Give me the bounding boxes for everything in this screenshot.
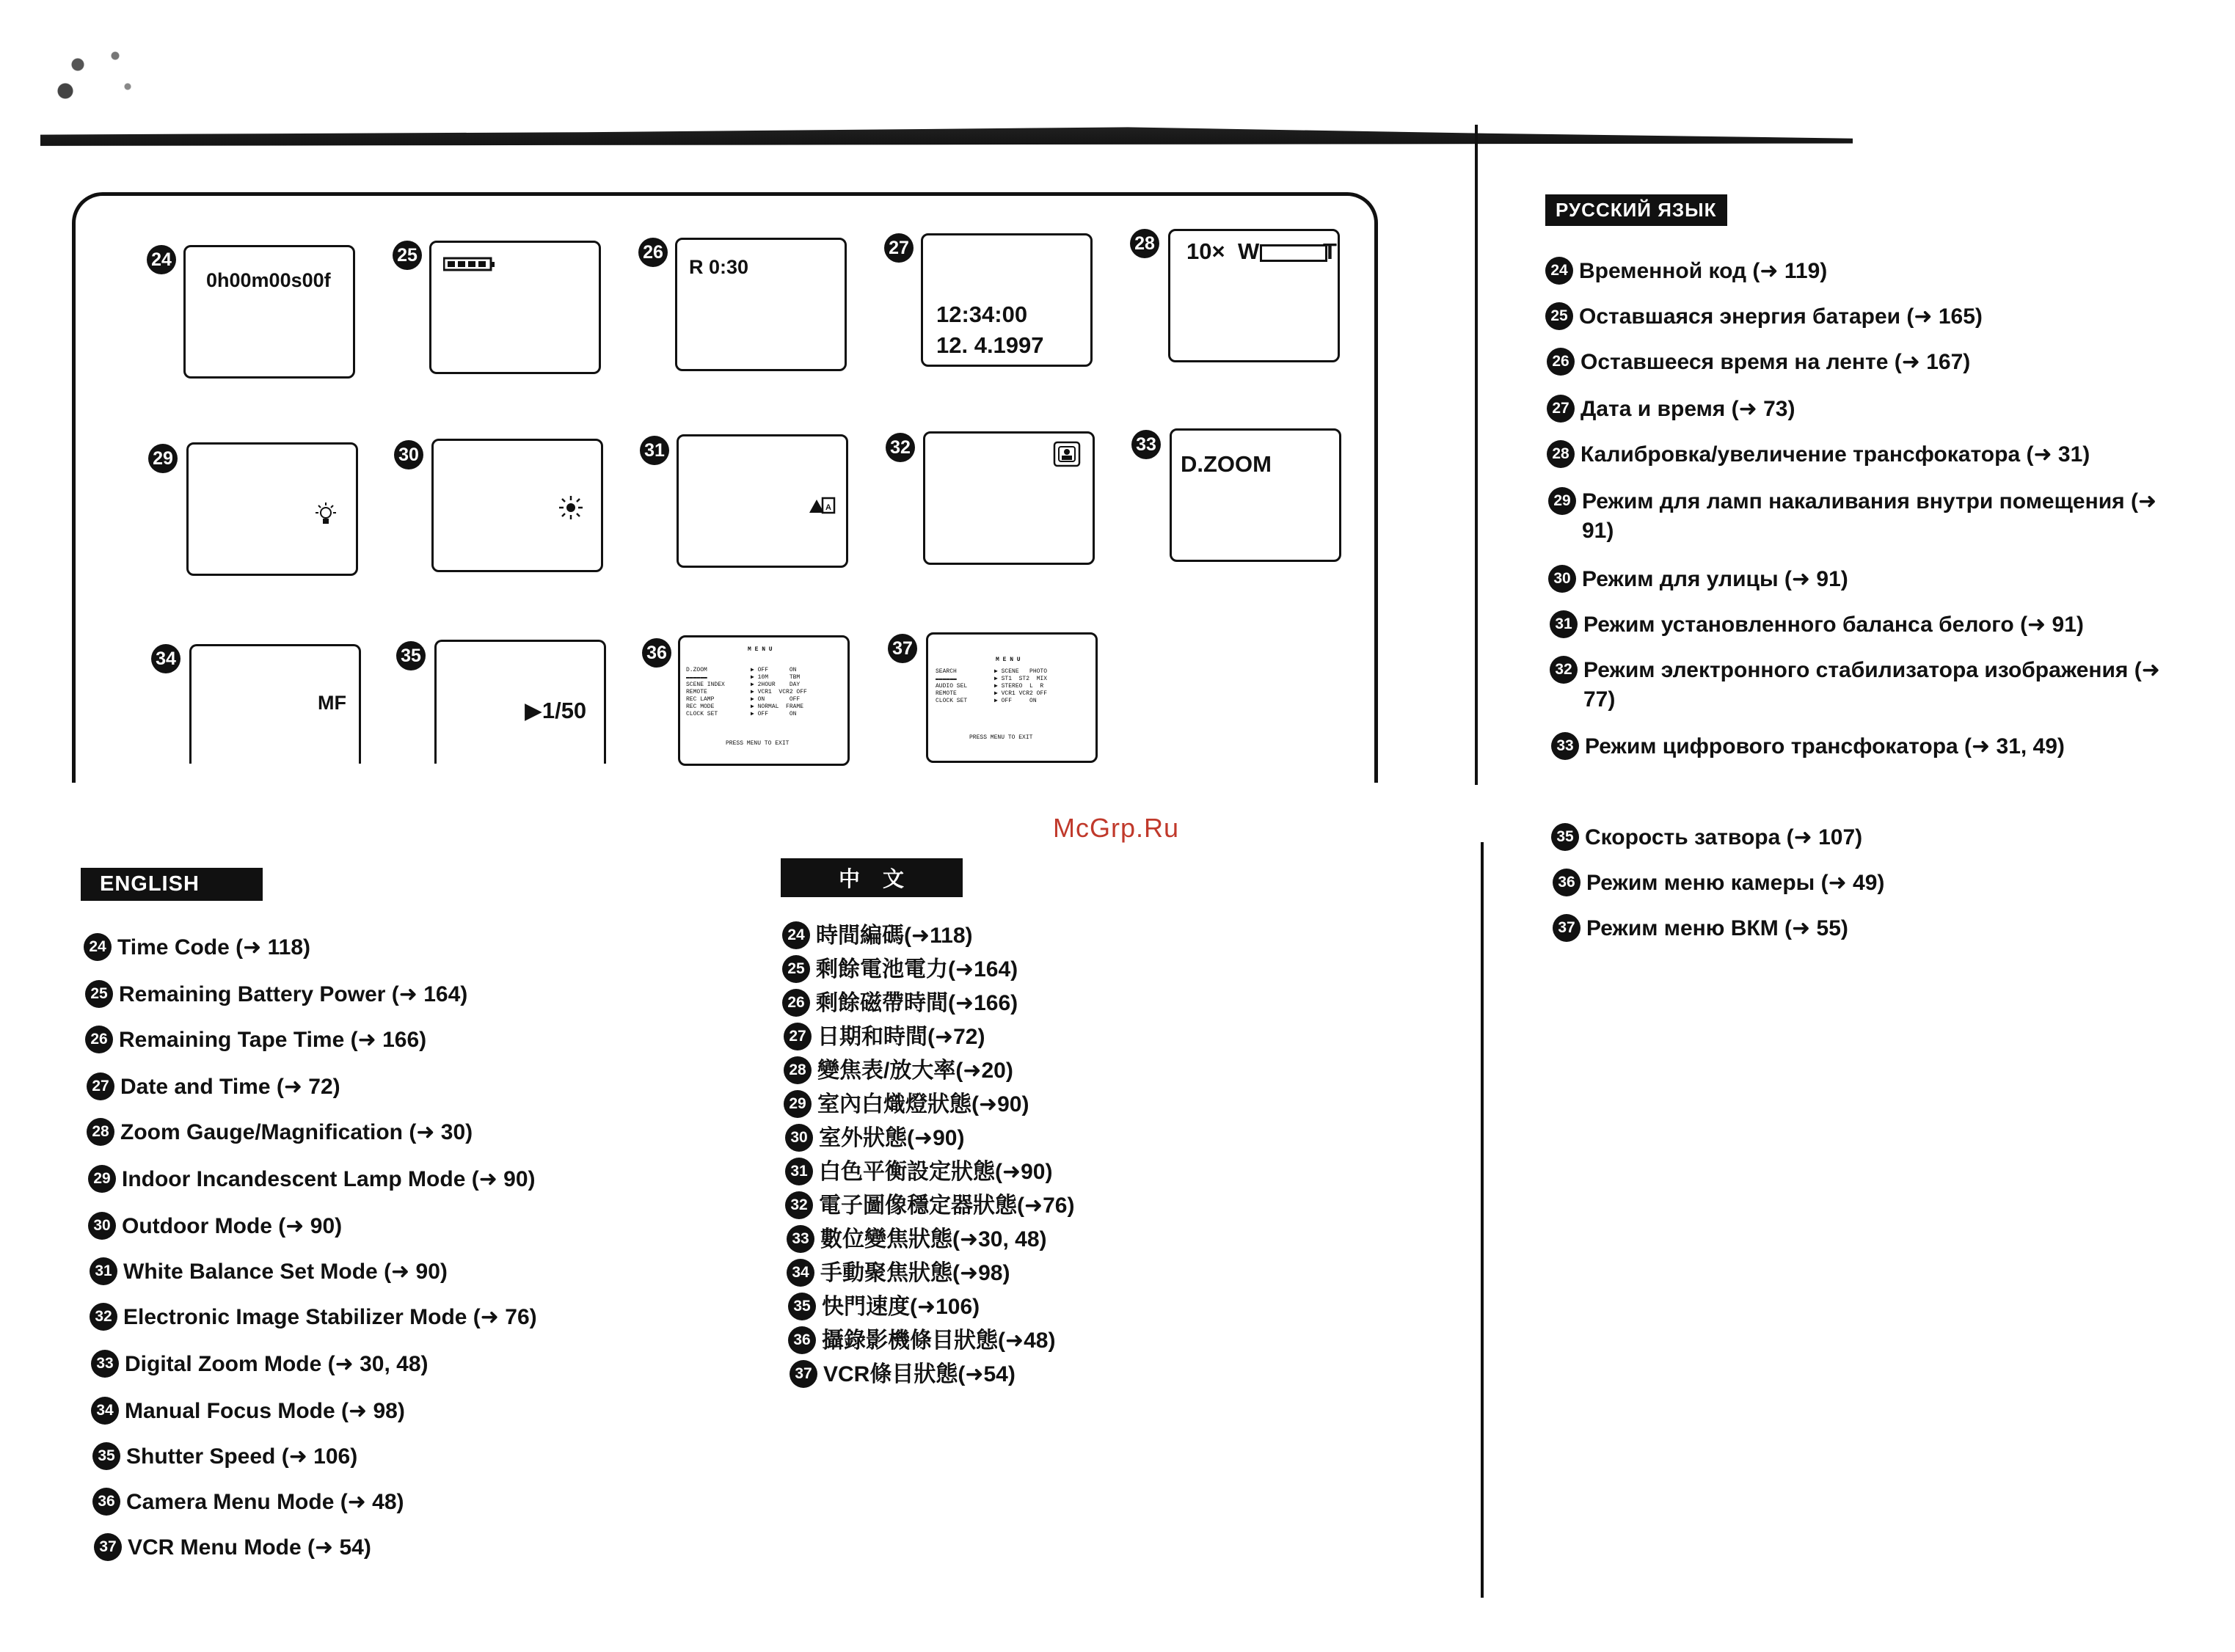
legend-text: Camera Menu Mode (➜ 48) xyxy=(126,1490,404,1514)
legend-number: 27 xyxy=(87,1072,114,1100)
russian-legend-item xyxy=(1548,565,2169,594)
camera-menu-title: M E N U xyxy=(748,646,773,653)
legend-number: 24 xyxy=(84,933,112,961)
legend-number: 28 xyxy=(1547,440,1575,468)
english-legend-item xyxy=(85,1026,426,1055)
callout-37: 37 xyxy=(888,634,917,663)
legend-number: 25 xyxy=(1545,302,1573,330)
vcr-menu-items: SEARCH ▬▬▬▬▬▬ AUDIO SEL REMOTE CLOCK SET xyxy=(936,668,968,704)
legend-number: 30 xyxy=(88,1212,116,1240)
russian-legend-item xyxy=(1553,869,2173,898)
legend-text: 室內白熾燈狀態(➜90) xyxy=(817,1092,1029,1116)
legend-text: Режим цифрового трансфокатора (➜ 31, 49) xyxy=(1585,734,2065,759)
english-legend-item xyxy=(90,1303,537,1332)
russian-legend-item xyxy=(1553,914,2173,943)
legend-text: Временной код (➜ 119) xyxy=(1579,259,1828,283)
english-legend-item xyxy=(91,1397,405,1426)
legend-number: 25 xyxy=(85,980,113,1008)
legend-text: Outdoor Mode (➜ 90) xyxy=(122,1214,343,1238)
callout-28: 28 xyxy=(1130,229,1159,258)
chinese-legend-item xyxy=(782,955,1018,984)
digital-zoom-label: D.ZOOM xyxy=(1181,451,1272,477)
english-legend-item xyxy=(92,1442,357,1472)
time-code-value: 0h00m00s00f xyxy=(206,269,331,291)
legend-text: 白色平衡設定狀態(➜90) xyxy=(819,1160,1053,1184)
legend-text: Оставшееся время на ленте (➜ 167) xyxy=(1580,350,1971,374)
legend-number: 36 xyxy=(1553,869,1580,896)
legend-number: 37 xyxy=(94,1533,122,1561)
screen-stabilizer xyxy=(923,431,1095,565)
chinese-legend-item xyxy=(785,1191,1075,1221)
legend-text: Режим для улицы (➜ 91) xyxy=(1582,567,1848,591)
screen-date-time xyxy=(921,233,1093,367)
legend-number: 33 xyxy=(1551,732,1579,760)
screen-manual-focus xyxy=(189,644,361,764)
english-legend-item xyxy=(85,980,467,1009)
legend-text: Remaining Tape Time (➜ 166) xyxy=(119,1028,427,1052)
russian-header: РУССКИЙ ЯЗЫК xyxy=(1545,194,1727,226)
legend-number: 26 xyxy=(1547,348,1575,376)
camera-menu-values: ▶ OFF ON ▶ 10M TBM ▶ 2HOUR DAY ▶ VCR1 VCR2 OFF ▶ ON OFF ▶ NORMAL FRAME ▶ OFF ON xyxy=(751,667,807,717)
watermark: McGrp.Ru xyxy=(1053,813,1180,843)
legend-text: 數位變焦狀態(➜30, 48) xyxy=(820,1227,1047,1251)
legend-number: 34 xyxy=(91,1397,119,1425)
legend-number: 36 xyxy=(788,1326,816,1354)
chinese-legend-item xyxy=(782,921,973,951)
time-value: 12:34:00 xyxy=(936,301,1028,327)
legend-number: 34 xyxy=(787,1259,814,1287)
callout-32: 32 xyxy=(886,433,915,462)
manual-focus-label: MF xyxy=(318,692,346,714)
chinese-legend-item xyxy=(785,1158,1053,1187)
incandescent-lamp-icon xyxy=(313,502,338,527)
legend-number: 31 xyxy=(90,1257,117,1285)
russian-legend-item xyxy=(1551,732,2172,761)
screen-tape-time xyxy=(675,238,847,371)
legend-number: 30 xyxy=(785,1124,813,1152)
screen-white-balance xyxy=(677,434,848,568)
legend-text: Electronic Image Stabilizer Mode (➜ 76) xyxy=(123,1305,537,1329)
russian-legend-item xyxy=(1547,395,2167,424)
legend-text: Режим установленного баланса белого (➜ 91) xyxy=(1583,613,2084,637)
screen-incandescent xyxy=(186,442,358,576)
legend-text: Режим меню камеры (➜ 49) xyxy=(1586,871,1885,895)
english-legend-item xyxy=(91,1350,429,1379)
camera-menu-footer: PRESS MENU TO EXIT xyxy=(726,740,790,747)
legend-text: 變焦表/放大率(➜20) xyxy=(817,1059,1013,1083)
english-legend-item xyxy=(94,1533,371,1563)
legend-number: 35 xyxy=(92,1442,120,1470)
legend-number: 27 xyxy=(784,1023,812,1050)
english-legend-item xyxy=(84,933,310,962)
legend-text: Режим меню ВКМ (➜ 55) xyxy=(1586,916,1848,940)
screen-zoom-gauge xyxy=(1168,229,1340,362)
zoom-tele-label: T xyxy=(1323,238,1337,264)
callout-31: 31 xyxy=(640,436,669,465)
russian-legend-item xyxy=(1547,440,2167,469)
chinese-legend-item xyxy=(784,1023,985,1052)
legend-text: 電子圖像穩定器狀態(➜76) xyxy=(819,1194,1075,1218)
legend-text: 時間編碼(➜118) xyxy=(816,924,973,948)
chinese-legend-item xyxy=(785,1124,965,1153)
legend-number: 37 xyxy=(1553,914,1580,942)
russian-legend-item xyxy=(1551,823,2172,852)
screen-camera-menu xyxy=(678,635,850,766)
chinese-legend-item xyxy=(787,1259,1010,1288)
zoom-magnification: 10× xyxy=(1186,238,1225,264)
date-value: 12. 4.1997 xyxy=(936,332,1044,358)
legend-text: 攝錄影機條目狀態(➜48) xyxy=(822,1328,1056,1353)
russian-legend-item xyxy=(1550,656,2170,714)
russian-legend-item xyxy=(1550,610,2170,640)
callout-27: 27 xyxy=(884,233,914,263)
legend-text: Скорость затвора (➜ 107) xyxy=(1585,825,1863,849)
legend-number: 26 xyxy=(782,989,810,1017)
legend-text: Дата и время (➜ 73) xyxy=(1580,397,1795,421)
legend-number: 30 xyxy=(1548,565,1576,593)
screen-outdoor xyxy=(431,439,603,572)
chinese-legend-item xyxy=(788,1293,980,1322)
legend-text: Date and Time (➜ 72) xyxy=(120,1075,340,1099)
legend-number: 26 xyxy=(85,1026,113,1053)
vcr-menu-values: ▶ SCENE PHOTO ▶ ST1 ST2 MIX ▶ STEREO L R ▶ VCR1 VCR2 OFF ▶ OFF ON xyxy=(994,668,1048,704)
legend-number: 31 xyxy=(1550,610,1578,638)
legend-text: VCR條目狀態(➜54) xyxy=(823,1362,1016,1386)
legend-text: Режим электронного стабилизатора изображения (➜ 77) xyxy=(1583,658,2160,712)
screen-time-code xyxy=(183,245,355,379)
chinese-legend-item xyxy=(784,1090,1029,1119)
chinese-legend-item xyxy=(784,1056,1013,1086)
callout-33: 33 xyxy=(1131,430,1161,459)
legend-number: 36 xyxy=(92,1488,120,1516)
legend-text: Remaining Battery Power (➜ 164) xyxy=(119,982,468,1006)
callout-24: 24 xyxy=(147,245,176,274)
legend-number: 35 xyxy=(788,1293,816,1320)
english-legend-item xyxy=(88,1212,342,1241)
scan-noise xyxy=(40,29,165,117)
column-divider-upper xyxy=(1475,125,1478,785)
russian-legend-item xyxy=(1545,257,2166,286)
chinese-legend-item xyxy=(787,1225,1047,1254)
legend-number: 24 xyxy=(782,921,810,949)
zoom-wide-label: W xyxy=(1238,238,1260,264)
legend-number: 28 xyxy=(87,1118,114,1146)
legend-text: Zoom Gauge/Magnification (➜ 30) xyxy=(120,1120,473,1144)
screen-shutter-speed xyxy=(434,640,606,764)
english-legend-item xyxy=(87,1118,473,1147)
svg-text:A: A xyxy=(825,503,831,512)
chinese-legend-item xyxy=(790,1360,1016,1389)
callout-30: 30 xyxy=(394,440,423,469)
legend-number: 27 xyxy=(1547,395,1575,423)
sun-icon xyxy=(558,495,583,520)
chinese-header: 中 文 xyxy=(781,858,963,897)
legend-text: Indoor Incandescent Lamp Mode (➜ 90) xyxy=(122,1167,536,1191)
shutter-speed-value: ▶1/50 xyxy=(525,698,587,723)
legend-number: 37 xyxy=(790,1360,817,1388)
legend-text: VCR Menu Mode (➜ 54) xyxy=(128,1535,371,1560)
legend-text: 剩餘電池電力(➜164) xyxy=(816,957,1018,982)
legend-number: 32 xyxy=(785,1191,813,1219)
callout-25: 25 xyxy=(393,241,422,270)
legend-text: Shutter Speed (➜ 106) xyxy=(126,1444,358,1469)
vcr-menu-footer: PRESS MENU TO EXIT xyxy=(969,734,1033,741)
legend-number: 24 xyxy=(1545,257,1573,285)
legend-number: 29 xyxy=(88,1165,116,1193)
camera-menu-items: D.ZOOM ▬▬▬▬▬▬ SCENE INDEX REMOTE REC LAMP REC MODE CLOCK SET xyxy=(686,667,725,717)
legend-text: Digital Zoom Mode (➜ 30, 48) xyxy=(125,1352,429,1376)
legend-text: 剩餘磁帶時間(➜166) xyxy=(816,991,1018,1015)
legend-text: Оставшаяся энергия батареи (➜ 165) xyxy=(1579,304,1983,329)
image-stabilizer-icon xyxy=(1053,441,1082,469)
legend-number: 25 xyxy=(782,955,810,983)
legend-number: 35 xyxy=(1551,823,1579,851)
chinese-legend-item xyxy=(788,1326,1056,1356)
english-legend-item xyxy=(88,1165,536,1194)
column-divider-lower xyxy=(1481,842,1484,1598)
screen-digital-zoom xyxy=(1170,428,1341,562)
white-balance-icon xyxy=(808,495,837,514)
callout-34: 34 xyxy=(151,644,181,673)
vcr-menu-title: M E N U xyxy=(996,657,1021,663)
legend-number: 33 xyxy=(91,1350,119,1378)
legend-number: 33 xyxy=(787,1225,814,1253)
russian-legend-item xyxy=(1545,302,2166,332)
legend-number: 32 xyxy=(90,1303,117,1331)
legend-text: White Balance Set Mode (➜ 90) xyxy=(123,1260,448,1284)
callout-26: 26 xyxy=(638,238,668,267)
legend-text: Time Code (➜ 118) xyxy=(117,935,310,960)
top-edge-rule xyxy=(40,125,1853,150)
legend-number: 29 xyxy=(1548,487,1576,515)
legend-text: Калибровка/увеличение трансфокатора (➜ 31) xyxy=(1580,442,2090,467)
battery-icon xyxy=(443,256,496,272)
legend-text: 手動聚焦狀態(➜98) xyxy=(820,1261,1010,1285)
legend-text: 日期和時間(➜72) xyxy=(817,1025,985,1049)
legend-text: Режим для ламп накаливания внутри помещения (➜ 91) xyxy=(1582,489,2157,543)
chinese-legend-item xyxy=(782,989,1018,1018)
english-legend-item xyxy=(92,1488,404,1517)
legend-number: 32 xyxy=(1550,656,1578,684)
legend-text: 快門速度(➜106) xyxy=(822,1295,980,1319)
zoom-gauge-bar xyxy=(1260,244,1327,262)
screen-vcr-menu xyxy=(926,632,1098,763)
english-legend-item xyxy=(87,1072,340,1102)
legend-text: Manual Focus Mode (➜ 98) xyxy=(125,1399,405,1423)
legend-number: 28 xyxy=(784,1056,812,1084)
callout-29: 29 xyxy=(148,444,178,473)
legend-number: 31 xyxy=(785,1158,813,1185)
russian-legend-item xyxy=(1548,487,2169,546)
callout-36: 36 xyxy=(642,638,671,668)
callout-35: 35 xyxy=(396,641,426,670)
legend-text: 室外狀態(➜90) xyxy=(819,1126,965,1150)
english-legend-item xyxy=(90,1257,448,1287)
tape-time-value: R 0:30 xyxy=(689,256,749,278)
english-header: ENGLISH xyxy=(81,868,263,901)
legend-number: 29 xyxy=(784,1090,812,1118)
screen-battery xyxy=(429,241,601,374)
russian-legend-item xyxy=(1547,348,2167,377)
